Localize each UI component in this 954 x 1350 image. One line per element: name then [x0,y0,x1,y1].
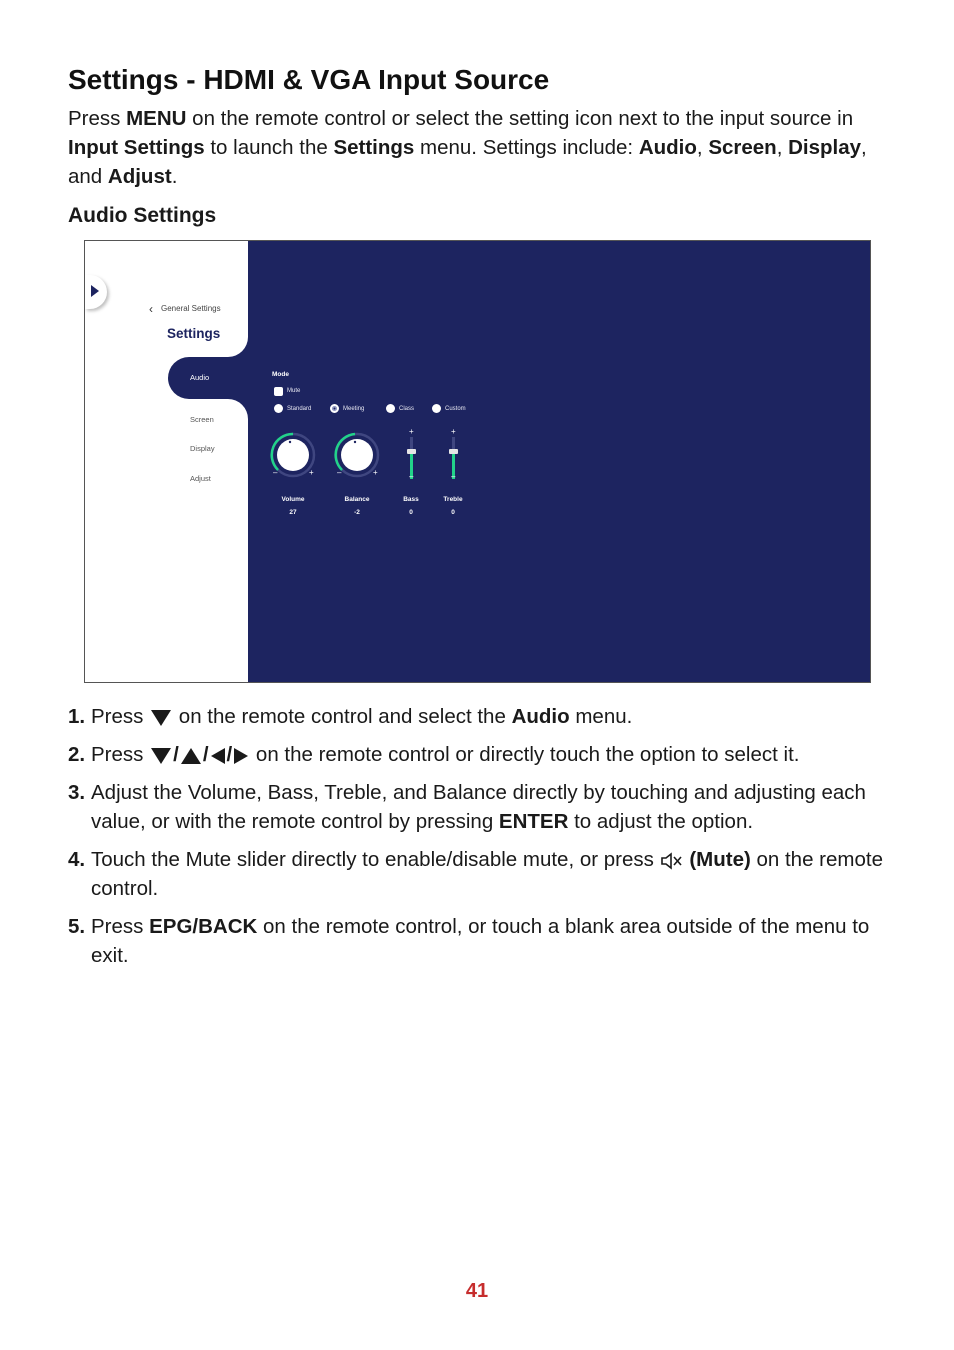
up-arrow-icon [181,748,201,764]
tab-display[interactable]: Display [190,444,215,453]
tab-notch [228,337,248,357]
balance-label: Balance [344,496,370,503]
bass-label: Bass [403,496,419,503]
mode-radio-class[interactable] [386,404,395,413]
mode-radio-standard[interactable] [274,404,283,413]
steps-list [68,702,888,979]
mute-icon [660,851,684,871]
down-arrow-icon [151,710,171,726]
section-heading: Audio Settings [68,204,217,227]
sidebar-title: Settings [167,326,221,341]
down-arrow-icon [151,748,171,764]
left-arrow-icon [211,748,225,764]
bass-slider-thumb[interactable] [407,449,416,454]
volume-plus[interactable]: + [309,468,314,477]
list-item: 5. Press EPG/BACK on the remote control, or touch a blank area outside of the menu to exit. [68,915,870,967]
mode-label-meeting: Meeting [343,406,365,412]
list-item: 1. Press on the remote control and select the Audio menu. [68,705,633,728]
volume-minus[interactable]: – [273,468,278,477]
mode-radio-meeting[interactable] [330,404,339,413]
tab-screen[interactable]: Screen [190,415,214,424]
page-title: Settings - HDMI & VGA Input Source [68,64,550,95]
mode-label-class: Class [399,406,415,412]
balance-value: -2 [354,509,360,516]
treble-minus[interactable]: – [451,472,456,481]
tab-adjust[interactable]: Adjust [190,474,211,483]
expand-arrow-icon[interactable] [85,275,107,309]
list-item: 4. Touch the Mute slider directly to enable/disable mute, or press (Mute) on the remote control. [68,848,883,900]
back-to-general-settings[interactable]: ‹ General Settings [149,302,221,316]
mute-label: Mute [287,388,301,394]
tab-audio[interactable]: Audio [168,357,252,399]
chevron-left-icon: ‹ [149,302,153,316]
treble-plus[interactable]: + [451,427,456,436]
intro-paragraph: Press MENU on the remote control or select the setting icon next to the input source in Input Settings to launch the Settings menu. Settings include: Audio, Screen, Display, and Adjust. [68,107,867,188]
balance-minus[interactable]: – [337,468,342,477]
treble-slider-thumb[interactable] [449,449,458,454]
mode-label-custom: Custom [445,406,466,412]
mode-label: Mode [272,371,289,378]
treble-value: 0 [451,509,455,516]
tab-notch [228,399,248,419]
bass-plus[interactable]: + [409,427,414,436]
page-number: 41 [465,1280,489,1302]
right-arrow-icon [234,748,248,764]
treble-label: Treble [443,496,463,503]
mode-label-standard: Standard [287,406,312,412]
bass-minus[interactable]: – [409,472,414,481]
bass-value: 0 [409,509,413,516]
settings-sidebar [85,241,248,682]
balance-plus[interactable]: + [373,468,378,477]
list-item: 3. Adjust the Volume, Bass, Treble, and Balance directly by touching and adjusting each value, or with the remote control by pressing ENTER to adjust the option. [68,781,866,833]
volume-value: 27 [289,509,297,516]
mode-radio-custom[interactable] [432,404,441,413]
volume-label: Volume [281,496,305,503]
mute-checkbox[interactable] [274,387,283,396]
audio-settings-screenshot [84,240,871,683]
list-item: 2. Press / / / on the remote control or directly touch the option to select it. [68,743,800,766]
